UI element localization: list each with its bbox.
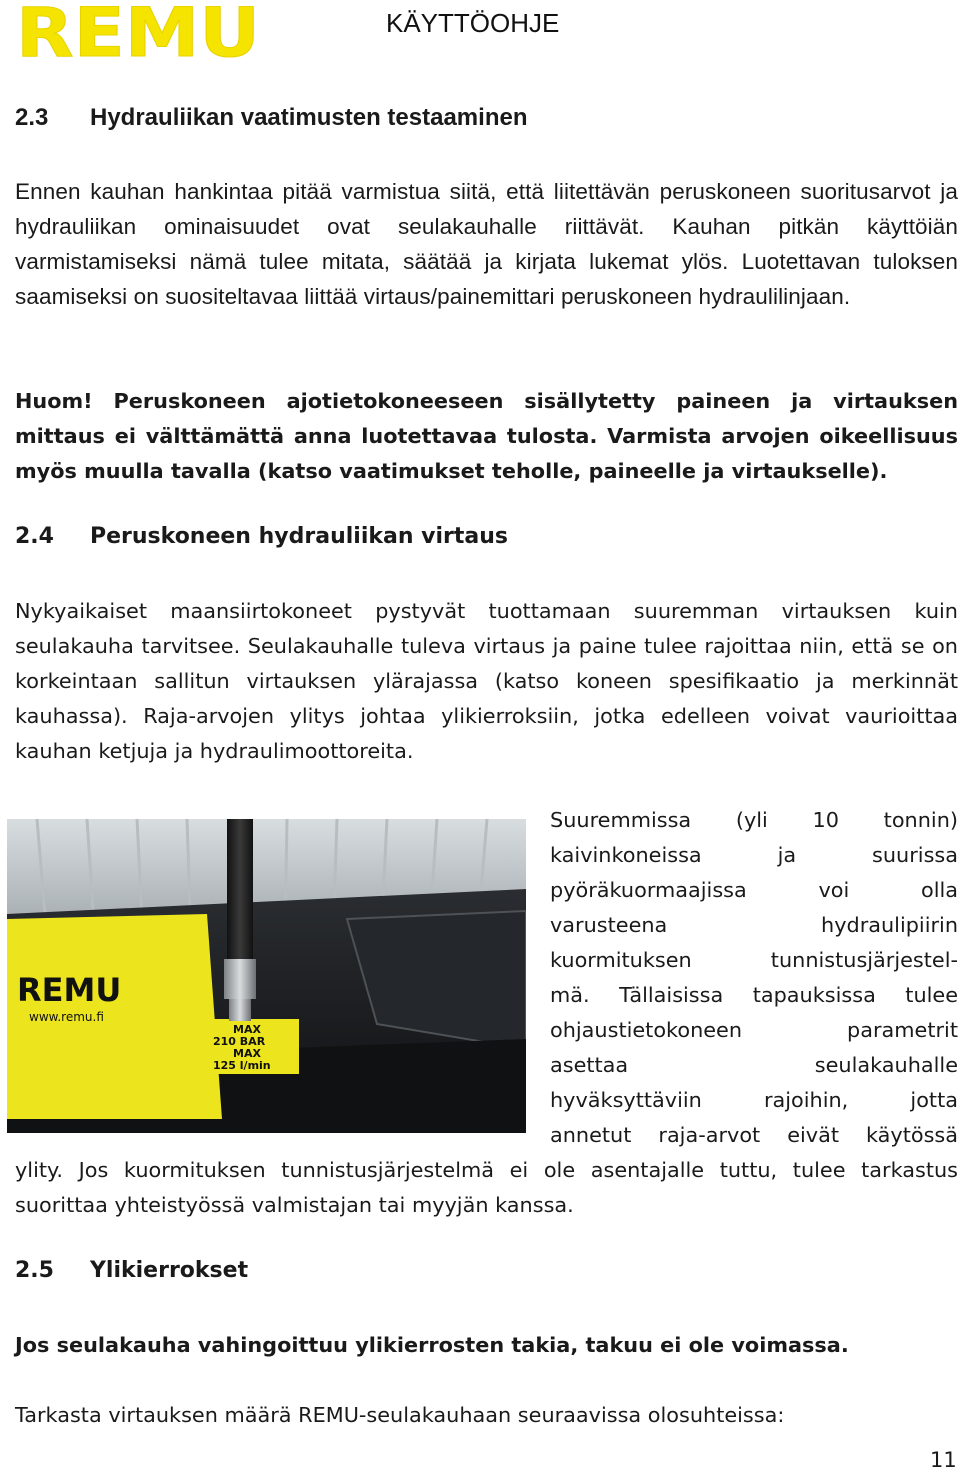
- section-2-5-heading: [15, 1258, 958, 1283]
- section-number: 2.3: [15, 104, 49, 131]
- side-line: annetut raja-arvot eivät käytössä: [550, 1123, 958, 1147]
- section-title: Hydrauliikan vaatimusten testaaminen: [90, 104, 528, 131]
- section-2-3-paragraph: [15, 174, 958, 314]
- section-2-4-heading: [15, 524, 958, 549]
- warranty-warning: [15, 1328, 958, 1363]
- paragraph: Tarkasta virtauksen määrä REMU-seulakauhaan seuraavissa olosuhteissa:: [15, 1403, 785, 1427]
- note-paragraph: [15, 384, 958, 489]
- side-line: ohjaustietokoneen parametrit: [550, 1018, 958, 1042]
- side-line: varusteena hydraulipiirin: [550, 913, 958, 937]
- hydraulic-hose-photo: [7, 819, 526, 1133]
- paragraph: Ennen kauhan hankintaa pitää varmistua siitä, että liitettävän peruskoneen suoritusarvot ja hydrauliikan ominaisuudet ovat seulakauhalle riittävät. Kauhan pitkän käyttöiän varmistamiseksi nämä tulee mitata, säätää ja kirjata lukemat ylös. Luotettavan tuloksen saamiseksi on suositeltavaa liittää virtaus/painemittari peruskoneen hydraulilinjaan.: [15, 179, 958, 309]
- remu-logo: [16, 0, 262, 64]
- side-line: kuormituksen tunnistusjärjestel-: [550, 948, 958, 972]
- side-line: mä. Tällaisissa tapauksissa tulee: [550, 983, 958, 1007]
- remu-logo-graphic: [16, 0, 262, 64]
- photo-illustration: [7, 819, 526, 1133]
- continuation-paragraph: [15, 1153, 958, 1223]
- side-line: pyöräkuormaajissa voi olla: [550, 878, 958, 902]
- photo-side-text: [550, 803, 958, 1153]
- svg-text:MAX: MAX: [233, 1023, 261, 1036]
- svg-text:www.remu.fi: www.remu.fi: [29, 1010, 104, 1024]
- side-line: Suuremmissa (yli 10 tonnin): [550, 808, 958, 832]
- svg-text:125 l/min: 125 l/min: [213, 1059, 271, 1072]
- paragraph: Nykyaikaiset maansiirtokoneet pystyvät tuottamaan suuremman virtauksen kuin seulakauha tarvitsee. Seulakauhalle tuleva virtaus ja paine tulee rajoittaa niin, että se on korkeintaan sallitun virtauksen ylärajassa (katso koneen spesifikaatio ja merkinnät kauhassa). Raja-arvojen ylitys johtaa ylikierroksiin, jotka edelleen voivat vaurioittaa kauhan ketjuja ja hydraulimoottoreita.: [15, 599, 958, 763]
- section-title: Peruskoneen hydrauliikan virtaus: [90, 524, 509, 549]
- svg-text:210 BAR: 210 BAR: [213, 1035, 266, 1048]
- paragraph: ylity. Jos kuormituksen tunnistusjärjestelmä ei ole asentajalle tuttu, tulee tarkastus suorittaa yhteistyössä valmistajan tai myyjän kanssa.: [15, 1158, 958, 1217]
- side-line: hyväksyttäviin rajoihin, jotta: [550, 1088, 958, 1112]
- document-title: KÄYTTÖOHJE: [386, 8, 560, 38]
- section-number: 2.4: [15, 524, 54, 549]
- section-2-3-heading: [15, 104, 958, 132]
- svg-text:REMU: REMU: [17, 971, 122, 1009]
- svg-text:MAX: MAX: [233, 1047, 261, 1060]
- warning-text: Jos seulakauha vahingoittuu ylikierrosten takia, takuu ei ole voimassa.: [15, 1333, 849, 1357]
- section-number: 2.5: [15, 1258, 54, 1283]
- note-text: Huom! Peruskoneen ajotietokoneeseen sisällytetty paineen ja virtauksen mittaus ei välttämättä anna luotettavaa tulosta. Varmista arvojen oikeellisuus myös muulla tavalla (katso vaatimukset teholle, paineelle ja virtaukselle).: [15, 389, 958, 483]
- page-number: 11: [930, 1448, 957, 1472]
- section-2-4-paragraph: [15, 594, 958, 769]
- section-title: Ylikierrokset: [90, 1258, 249, 1283]
- svg-text:REMU: REMU: [16, 0, 260, 64]
- side-line: asettaa seulakauhalle: [550, 1053, 958, 1077]
- section-2-5-paragraph: [15, 1398, 958, 1433]
- side-line: kaivinkoneissa ja suurissa: [550, 843, 958, 867]
